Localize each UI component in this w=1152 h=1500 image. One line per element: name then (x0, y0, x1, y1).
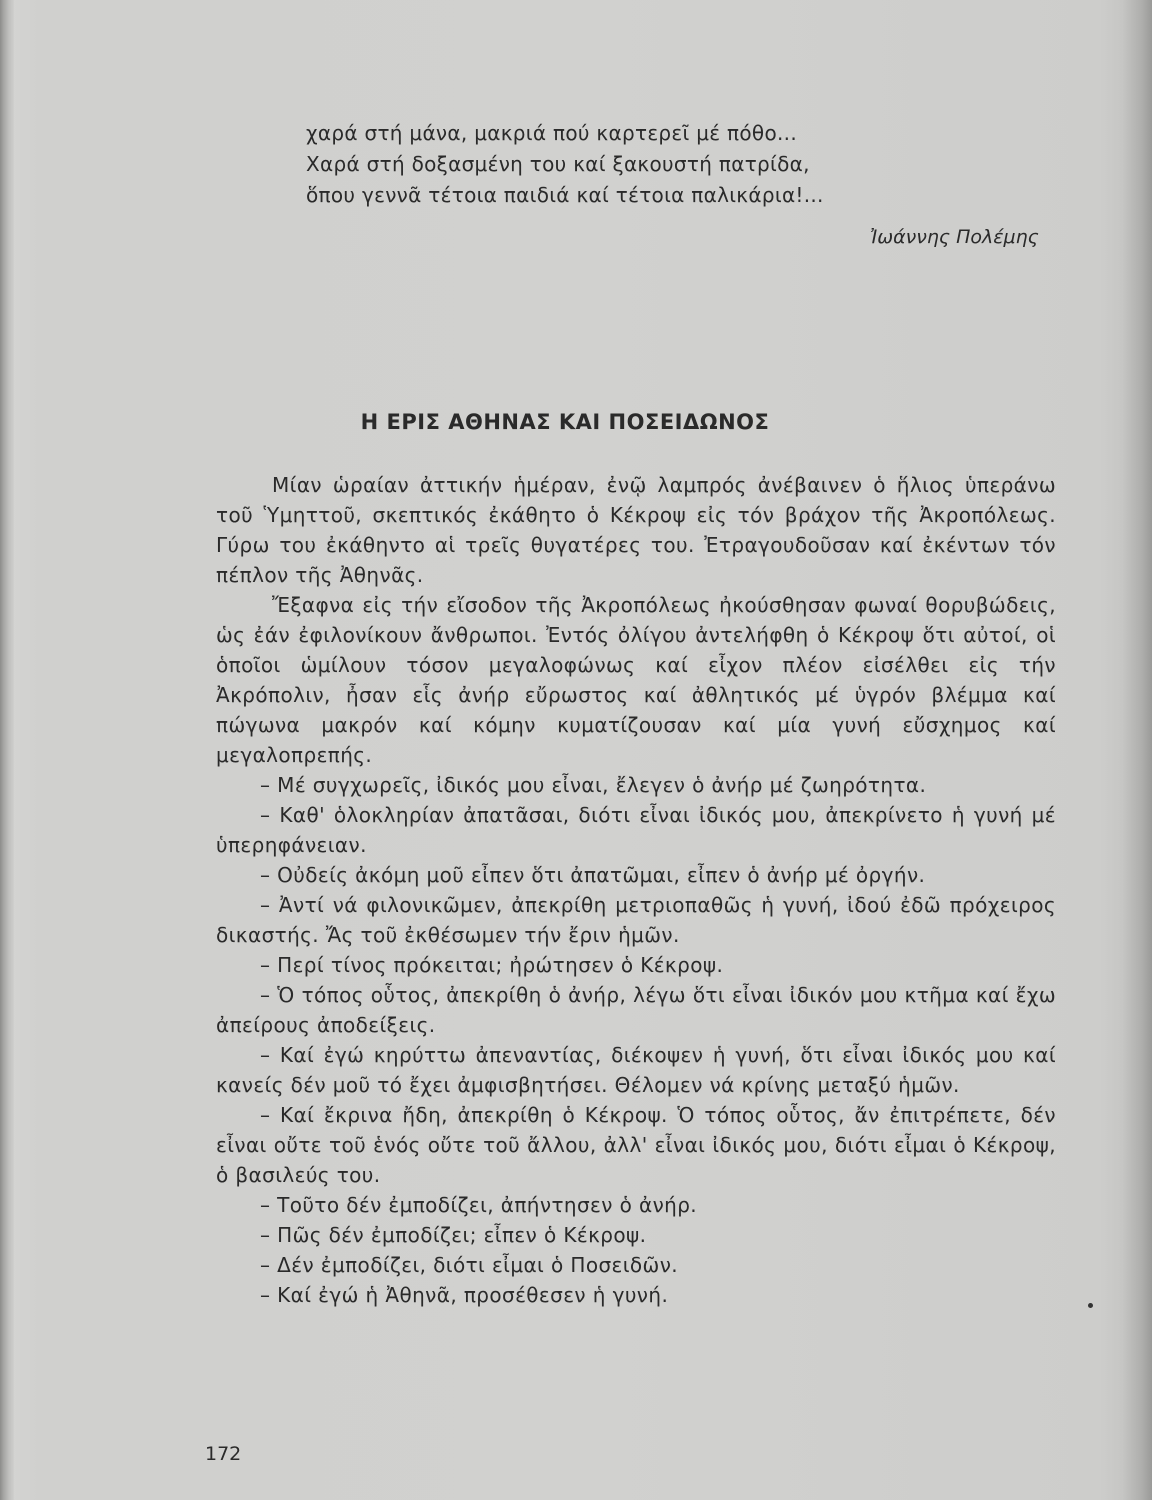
poem-author: Ἰωάννης Πολέμης (870, 226, 1039, 248)
page-number: 172 (205, 1443, 242, 1465)
dialogue-line: – Καί ἐγώ ἡ Ἀθηνᾶ, προσέθεσεν ἡ γυνή. (260, 1283, 669, 1307)
paragraph: Μίαν ὡραίαν ἀττικήν ἡμέραν, ἐνῷ λαμπρός ἀνέβαινεν ὁ ἥλιος ὑπεράνω τοῦ Ὑμηττοῦ, σκεπτικός ἐκάθητο ὁ Κέκροψ εἰς τόν βράχον τῆς Ἀκροπόλεως. Γύρω του ἐκάθηντο αἱ τρεῖς θυγατέρες του. Ἐτραγουδοῦσαν καί ἐκέντων τόν πέπλον τῆς Ἀθηνᾶς. (216, 473, 1056, 587)
dialogue-line: – Ἀντί νά φιλονικῶμεν, ἀπεκρίθη μετριοπαθῶς ἡ γυνή, ἰδού ἐδῶ πρόχειρος δικαστής. Ἄς τοῦ ἐκθέσωμεν τήν ἔριν ἡμῶν. (216, 893, 1056, 947)
dialogue-line: – Περί τίνος πρόκειται; ἠρώτησεν ὁ Κέκροψ. (260, 953, 724, 977)
poem-excerpt (306, 118, 824, 211)
ink-spot (1088, 1303, 1093, 1308)
poem-line: ὅπου γεννᾶ τέτοια παιδιά καί τέτοια παλικάρια!... (306, 183, 824, 207)
dialogue-line: – Τοῦτο δέν ἐμποδίζει, ἀπήντησεν ὁ ἀνήρ. (260, 1193, 698, 1217)
dialogue-line: – Δέν ἐμποδίζει, διότι εἶμαι ὁ Ποσειδῶν. (260, 1253, 679, 1277)
dialogue-line: – Οὐδείς ἀκόμη μοῦ εἶπεν ὅτι ἀπατῶμαι, εἶπεν ὁ ἀνήρ μέ ὀργήν. (260, 863, 926, 887)
page-gutter (0, 0, 14, 1500)
dialogue-line: – Μέ συγχωρεῖς, ἰδικός μου εἶναι, ἔλεγεν ὁ ἀνήρ μέ ζωηρότητα. (260, 773, 927, 797)
poem-line: Χαρά στή δοξασμένη του καί ξακουστή πατρίδα, (306, 152, 810, 176)
dialogue-line: – Καί ἐγώ κηρύττω ἀπεναντίας, διέκοψεν ἡ γυνή, ὅτι εἶναι ἰδικός μου καί κανείς δέν μοῦ τό ἔχει ἀμφισβητήσει. Θέλομεν νά κρίνης μεταξύ ἡμῶν. (216, 1043, 1056, 1097)
poem-line: χαρά στή μάνα, μακριά πού καρτερεῖ μέ πόθο... (306, 121, 797, 145)
dialogue-line: – Ὁ τόπος οὗτος, ἀπεκρίθη ὁ ἀνήρ, λέγω ὅτι εἶναι ἰδικόν μου κτῆμα καί ἔχω ἀπείρους ἀποδείξεις. (216, 983, 1056, 1037)
story-title: Η ΕΡΙΣ ΑΘΗΝΑΣ ΚΑΙ ΠΟΣΕΙΔΩΝΟΣ (360, 410, 770, 434)
paragraph: Ἔξαφνα εἰς τήν εἴσοδον τῆς Ἀκροπόλεως ἠκούσθησαν φωναί θορυβώδεις, ὡς ἐάν ἐφιλονίκουν ἄνθρωποι. Ἐντός ὀλίγου ἀντελήφθη ὁ Κέκροψ ὅτι αὐτοί, οἱ ὁποῖοι ὡμίλουν τόσον μεγαλοφώνως καί εἶχον πλέον εἰσέλθει εἰς τήν Ἀκρόπολιν, ἦσαν εἷς ἀνήρ εὔρωστος καί ἀθλητικός μέ ὑγρόν βλέμμα καί πώγωνα μακρόν καί κόμην κυματίζουσαν καί μία γυνή εὔσχημος καί μεγαλοπρεπής. (216, 593, 1056, 767)
dialogue-line: – Καί ἔκρινα ἤδη, ἀπεκρίθη ὁ Κέκροψ. Ὁ τόπος οὗτος, ἄν ἐπιτρέπετε, δέν εἶναι οὔτε τοῦ ἑνός οὔτε τοῦ ἄλλου, ἀλλ' εἶναι ἰδικός μου, διότι εἶμαι ὁ Κέκροψ, ὁ βασιλεύς του. (216, 1103, 1056, 1187)
dialogue-line: – Καθ' ὁλοκληρίαν ἀπατᾶσαι, διότι εἶναι ἰδικός μου, ἀπεκρίνετο ἡ γυνή μέ ὑπερηφάνειαν. (216, 803, 1056, 857)
page-edge-shadow (1122, 0, 1152, 1500)
dialogue-line: – Πῶς δέν ἐμποδίζει; εἶπεν ὁ Κέκροψ. (260, 1223, 647, 1247)
story-body (216, 470, 1056, 1310)
